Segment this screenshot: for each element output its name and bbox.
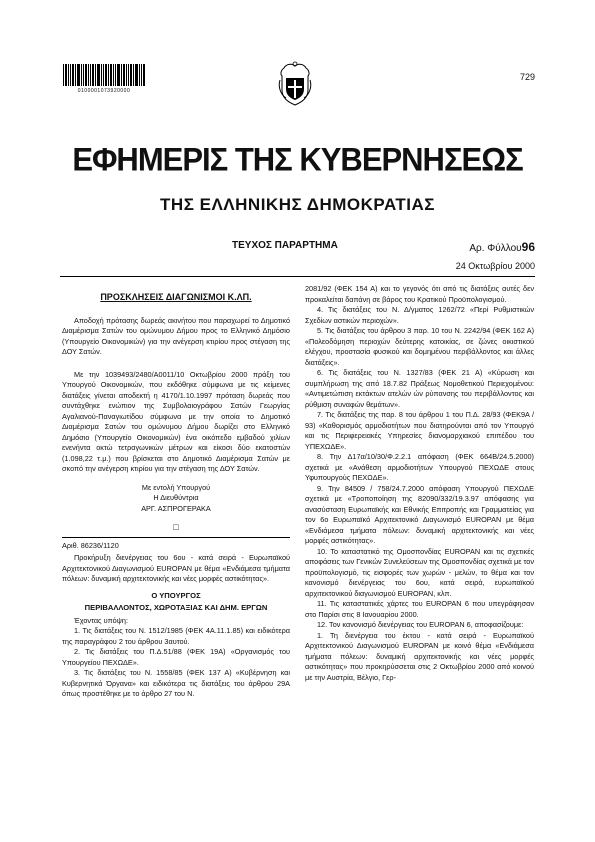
list-item: 2. Τις διατάξεις του Π.Δ.51/88 (ΦΕΚ 19Α) «Οργανισμός του Υπουργείου ΠΕΧΩΔΕ». (62, 647, 290, 667)
sheet-value: 96 (521, 240, 535, 254)
sheet-label: Αρ. Φύλλου (469, 243, 522, 254)
sheet-number (469, 240, 535, 254)
paragraph: Με την 1039493/2480/Α0011/10 Οκτωβρίου 2000 πράξη του Υπουργού Οικονομικών, που εκδόθηκε σύμφωνα με τις κείμενες διατάξεις γίνεται αποδεκτή η 4170/1.10.1997 πρόταση δωρεάς που συντάχθηκε ενώπιον της Συμβολαιογράφου Σατών Γεωργίας Αγαλιανού-Παναγιωτίδου σύμφωνα με την οποία το Δημοτικό Διαμέρισμα Σατών του ομώνυμου Δήμου δωρίζει στο Ελληνικό Δημόσιο (Υπουργείο Οικονομικών) ένα οικόπεδο εμβαδού χιλίων ενενήντα οκτώ τετραγωνικών μέτρων και είκοσι δύο εκατοστών (1.098,22 τ.μ.) που βρίσκεται στο Δημοτικό Διαμέρισμα Σατών με σκοπό την ανέγερση κτιρίου για την στέγαση της ΔΟΥ Σατών. (62, 369, 290, 473)
reference-number: Αριθ. 86236/1120 (62, 540, 119, 550)
gazette-subtitle: ΤΗΣ ΕΛΛΗΝΙΚΗΣ ΔΗΜΟΚΡΑΤΙΑΣ (160, 195, 435, 214)
list-item: 7. Τις διατάξεις της παρ. 8 του άρθρου 1 του Π.Δ. 28/93 (ΦΕΚ9Α / 93) «Καθορισμός αρμοδιοτήτων που διατηρούνται από τον Υπουργό και τις Περιφερειακές Υπηρεσίες διανομαρχιακού επιπέδου του ΥΠΕΧΩΔΕ». (305, 410, 534, 451)
barcode (63, 64, 145, 86)
section-heading: ΠΡΟΣΚΛΗΣΕΙΣ ΔΙΑΓΩΝΙΣΜΟΙ Κ.ΛΠ. (100, 292, 252, 302)
list-item: 1. Τις διατάξεις του Ν. 1512/1985 (ΦΕΚ 4Α.11.1.85) και ειδικότερα της παραγράφου 2 του άρθρου 3αυτού. (62, 626, 290, 646)
issue-date: 24 Οκτωβρίου 2000 (455, 261, 535, 271)
page-number: 729 (519, 72, 535, 82)
list-item: 11. Τις καταστατικές χάρτες του EUROPAN 6 που υπεγράφησαν στο Παρίσι στις 8 Ιανουαρίου 2000. (305, 599, 534, 619)
list-item: 3. Τις διατάξεις του Ν. 1558/85 (ΦΕΚ 137 Α) «Κυβέρνηση και Κυβερνητικά Όργανα» και ειδικότερα τις διατάξεις του άρθρου 29Α όπως προστέθηκε με το άρθρο 27 του Ν. (62, 668, 290, 698)
paragraph: 2081/92 (ΦΕΚ 154 Α) και το γεγονός ότι από τις διατάξεις αυτές δεν προκαλείται δαπάνη σε βάρος του Κρατικού Προϋπολογισμού. (305, 284, 534, 304)
list-item: 10. Το καταστατικό της Ομοσπονδίας EUROPAN και τις σχετικές αποφάσεις των Γενικών Συνελεύσεων της Ομοσπονδίας σχετικά με τον προϋπολογισμό, τις εισφορές των χωρών - μελών, το θέμα και τον κανονισμό διενέργειας του 6ου, κατά σειρά, ευρωπαϊκού αρχιτεκτονικού διαγωνισμού EUROPAN, κλπ. (305, 546, 535, 598)
left-column (62, 284, 290, 700)
signature-line: Η Διευθύντρια (153, 493, 199, 502)
signature-block (62, 483, 290, 515)
list-item: 8. Την Δ17α/10/30/Φ.2.2.1 απόφαση (ΦΕΚ 664Β/24.5.2000) σχετικά με «Ανάθεση αρμοδιοτήτων Υπουργού ΠΕΧΩΔΕ στους Υφυπουργούς ΠΕΧΩΔΕ». (305, 452, 534, 482)
paragraph: Προκήρυξη διενέργειας του 6ου - κατά σειρά - Ευρωπαϊκού Αρχιτεκτονικού Διαγωνισμού EUROPAN με θέμα «Ενδιάμεσα τμήματα πόλεων: δυναμική αρχιτεκτονικής και νέες μορφές αστικότητας». (62, 553, 290, 583)
signature-line: Με εντολή Υπουργού (141, 482, 211, 492)
header-divider (60, 276, 535, 277)
right-column (305, 284, 534, 683)
minister-title: Ο ΥΠΟΥΡΓΟΣ (151, 590, 201, 600)
divider (62, 537, 290, 538)
list-item: 4. Τις διατάξεις του Ν. Δ/γματος 1262/72 «Περί Ρυθμιστικών Σχεδίων αστικών περιοχών». (305, 305, 534, 325)
list-item: 9. Την 84509 / 758/24.7.2000 απόφαση Υπουργού ΠΕΧΩΔΕ σχετικά με «Τροποποίηση της 82090/332/19.3.97 απόφασης για ανασύσταση Ευρωπαϊκής και Εθνικής Επιτροπής και Γραμματείας για τον 6ο Ευρωπαϊκό Αρχιτεκτονικό Διαγωνισμό EUROPAN με θέμα «Ενδιάμεσα τμήματα πόλεων: δυναμική αρχιτεκτονικής και νέες μορφές αστικότητας». (305, 483, 534, 545)
list-item: 5. Τις διατάξεις του άρθρου 3 παρ. 10 του Ν. 2242/94 (ΦΕΚ 162 Α) «Πολεοδόμηση περιοχών δεύτερης κατοικίας, σε ζώνες οικιστικού ελέγχου, προστασία φυσικού και δομημένου περιβάλλοντος και άλλες διατάξεις». (305, 326, 534, 367)
separator-square: □ (173, 522, 179, 532)
gazette-title: ΕΦΗΜΕΡΙΣ ΤΗΣ ΚΥΒΕΡΝΗΣΕΩΣ (72, 141, 523, 178)
list-item: 12. Τον κανονισμό διενέργειας του EUROPAN 6, αποφασίζουμε: (317, 620, 524, 629)
greek-emblem-icon (276, 60, 314, 106)
ministry-name: ΠΕΡΙΒΑΛΛΟΝΤΟΣ, ΧΩΡΟΤΑΞΙΑΣ ΚΑΙ ΔΗΜ. ΕΡΓΩΝ (84, 603, 268, 612)
list-item: 6. Τις διατάξεις του Ν. 1327/83 (ΦΕΚ 21 Α) «Κύρωση και συμπλήρωση της από 18.7.82 Πράξεως Νομοθετικού Περιεχομένου: «Αντιμετώπιση εκτάκτων ατελών ών ρύπανσης του περιβάλλοντος και ρύθμιση συναφών θεμάτων». (305, 368, 534, 409)
list-item: 1. Τη διενέργεια του έκτου - κατά σειρά - Ευρωπαϊκού Αρχιτεκτονικού Διαγωνισμού EUROPAN με κοινό θέμα «Ενδιάμεσα τμήματα πόλεων: δυναμική αρχιτεκτονικής και νέες μορφές αστικότητας» που προκηρύσσεται στις 2 Οκτωβρίου 2000 από κοινού με την Αυστρία, Βέλγιο, Γερ- (305, 630, 534, 682)
paragraph: Αποδοχή πρότασης δωρεάς ακινήτου που παραχωρεί το Δημοτικό Διαμέρισμα Σατών του ομώνυμου Δήμου προς το Ελληνικό Δημόσιο (Υπουργείο Οικονομικών) για την ανέγερση κτιρίου προς στέγαση της ΔΟΥ Σατών. (62, 315, 290, 356)
signature-name: ΑΡΓ. ΑΣΠΡΟΓΕΡΑΚΑ (141, 503, 211, 513)
paragraph: Έχοντας υπόψη: (74, 615, 128, 625)
issue-type: ΤΕΥΧΟΣ ΠΑΡΑΡΤΗΜΑ (232, 240, 338, 251)
barcode-number: 0100001073920000 (77, 88, 131, 94)
